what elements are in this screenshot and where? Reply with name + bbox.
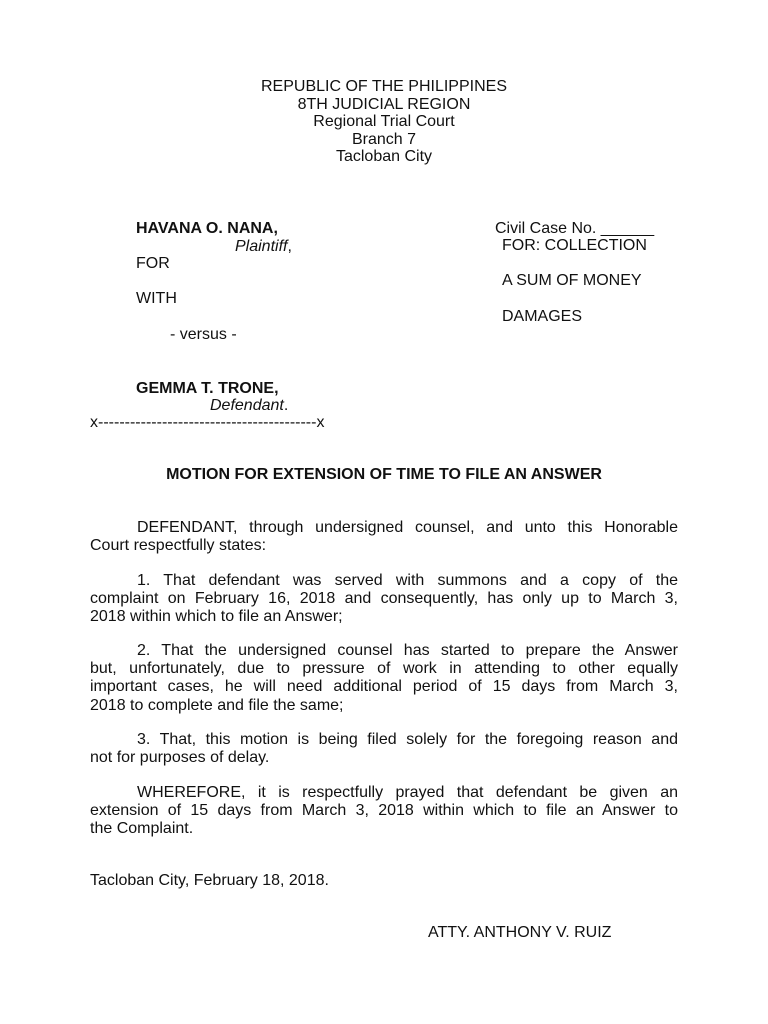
- caption-divider: x-----------------------------------------x: [90, 414, 325, 431]
- p4-line-2: extension of 15 days from March 3, 2018 within which to file an Answer to: [90, 802, 678, 820]
- p4-line-3: the Complaint.: [90, 820, 194, 838]
- motion-title: MOTION FOR EXTENSION OF TIME TO FILE AN ANSWER: [166, 466, 602, 483]
- defendant-role-line: [210, 397, 288, 415]
- intro-line-2: Court respectfully states:: [90, 537, 267, 555]
- paragraph-3: [90, 731, 678, 767]
- paragraph-1: [90, 572, 678, 627]
- place-and-date: Tacloban City, February 18, 2018.: [90, 872, 329, 889]
- versus-text: - versus -: [170, 326, 237, 343]
- p2-line-2: but, unfortunately, due to pressure of work in attending to other equally: [90, 660, 678, 678]
- sum-of-money: A SUM OF MONEY: [502, 272, 642, 289]
- p4-line-1: WHEREFORE, it is respectfully prayed that defendant be given an: [137, 784, 678, 801]
- header-branch: Branch 7: [351, 130, 417, 148]
- p2-line-4: 2018 to complete and file the same;: [90, 696, 344, 714]
- paragraph-2: [90, 642, 678, 715]
- court-header: [0, 78, 768, 166]
- p3-line-2: not for purposes of delay.: [90, 749, 270, 767]
- intro-paragraph: [90, 519, 678, 555]
- defendant-period: .: [283, 397, 289, 414]
- p2-line-1: 2. That the undersigned counsel has started to prepare the Answer: [137, 642, 678, 659]
- defendant-name: GEMMA T. TRONE,: [136, 380, 279, 397]
- wherefore-paragraph: [90, 784, 678, 839]
- for-collection: FOR: COLLECTION: [502, 237, 647, 254]
- civil-case-no: Civil Case No. ______: [495, 220, 655, 237]
- header-region: 8TH JUDICIAL REGION: [297, 95, 471, 113]
- with-text: WITH: [136, 290, 177, 307]
- plaintiff-name: HAVANA O. NANA,: [136, 220, 278, 237]
- plaintiff-role: Plaintiff: [235, 238, 288, 255]
- plaintiff-role-line: [235, 238, 292, 256]
- plaintiff-comma: ,: [287, 238, 292, 255]
- damages-text: DAMAGES: [502, 308, 583, 325]
- header-city: Tacloban City: [335, 148, 433, 166]
- p2-line-3: important cases, he will need additional period of 15 days from March 3,: [90, 678, 678, 696]
- p1-line-3: 2018 within which to file an Answer;: [90, 608, 343, 626]
- p1-line-1: 1. That defendant was served with summons and a copy of the: [137, 572, 678, 589]
- header-republic: REPUBLIC OF THE PHILIPPINES: [261, 78, 507, 95]
- defendant-role: Defendant: [210, 397, 284, 414]
- p1-line-2: complaint on February 16, 2018 and consequently, has only up to March 3,: [90, 590, 678, 608]
- for-text: FOR: [136, 255, 170, 272]
- p3-line-1: 3. That, this motion is being filed solely for the foregoing reason and: [137, 731, 678, 748]
- header-court: Regional Trial Court: [313, 113, 455, 131]
- intro-line-1: DEFENDANT, through undersigned counsel, and unto this Honorable: [137, 519, 678, 536]
- signatory-name: ATTY. ANTHONY V. RUIZ: [428, 924, 612, 941]
